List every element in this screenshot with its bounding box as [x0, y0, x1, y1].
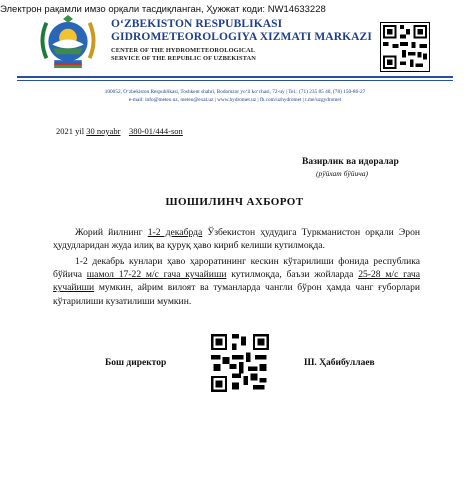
body-paragraph-1 — [53, 226, 420, 252]
recipient-name: Вазирлик ва идоралар — [302, 157, 399, 167]
p1-date-highlight: 1-2 декабрда — [147, 227, 203, 238]
org-name-uzbek — [111, 18, 372, 44]
p2-wind-highlight-1: шамол 17-22 м/с гача кучайиши — [86, 269, 227, 281]
recipient-note: (рўйхат бўйича) — [316, 169, 369, 178]
p2-wind-highlight-2: 25-28 м/с гача кучайиши — [53, 269, 420, 294]
e-signature-verification-note: Электрон рақамли имзо орқали тасдиқланган, Ҳужжат коди: NW14633228 — [0, 4, 326, 15]
date-day-month: 30 noyabr — [86, 126, 121, 136]
document-date-line — [56, 126, 183, 136]
org-name-english — [111, 47, 256, 63]
p2-text-c: мумкин, айрим вилоят ва туманларда чангли бўрон ҳамда чанг ғуборлари кўтарилиши кузатилиши мумкин. — [53, 282, 420, 307]
signatory-name: Ш. Ҳабибуллаев — [304, 358, 375, 368]
state-emblem-logo — [38, 15, 98, 70]
header-rule — [17, 76, 453, 78]
p1-text-b: Ўзбекистон ҳудудига Туркманистон орқали Эрон ҳудудларидан жуда илиқ ва қуруқ ҳаво кириб келиши кутилмоқда. — [53, 227, 420, 252]
contact-web: e-mail: info@meteo.uz, meteo@exat.uz | www.hydromet.uz | fb.com/uzhydromet | t.me/uzgydromet — [128, 97, 342, 103]
org-name-en-line2: SERVICE OF THE REPUBLIC OF UZBEKISTAN — [111, 55, 256, 62]
org-name-uz-line1: O‘ZBEKISTON RESPUBLIKASI — [111, 18, 283, 30]
document-number: 380-01/444-son — [128, 126, 183, 136]
signature-qr-code-icon — [211, 334, 269, 392]
org-name-en-line1: CENTER OF THE HYDROMETEOROLOGICAL — [111, 47, 256, 54]
p2-text-a: 1-2 декабрь кунлари ҳаво ҳароратининг кескин кўтарилиши фонида республика бўйича — [53, 256, 420, 281]
body-paragraph-2 — [53, 255, 420, 308]
document-qr-code-icon — [380, 22, 430, 72]
header-rule-thin — [17, 80, 453, 81]
date-year: 2021 yil — [56, 126, 85, 136]
signatory-position: Бош директор — [105, 358, 167, 368]
p1-text-a: Жорий йилнинг — [75, 227, 148, 238]
contact-address: 100052, O‘zbekiston Respublikasi, Toshkent shahri, Bodomzor yo‘li ko‘chasi, 72-uy | Tel.: (71) 235 85 40, (78) 150-86-27 — [104, 89, 366, 95]
org-name-uz-line2: GIDROMETEOROLOGIYA XIZMATI MARKAZI — [111, 31, 372, 43]
p2-text-b: кутилмоқда, баъзи жойларда — [226, 269, 359, 281]
document-title: ШОШИЛИНЧ АХБОРОТ — [165, 196, 304, 208]
